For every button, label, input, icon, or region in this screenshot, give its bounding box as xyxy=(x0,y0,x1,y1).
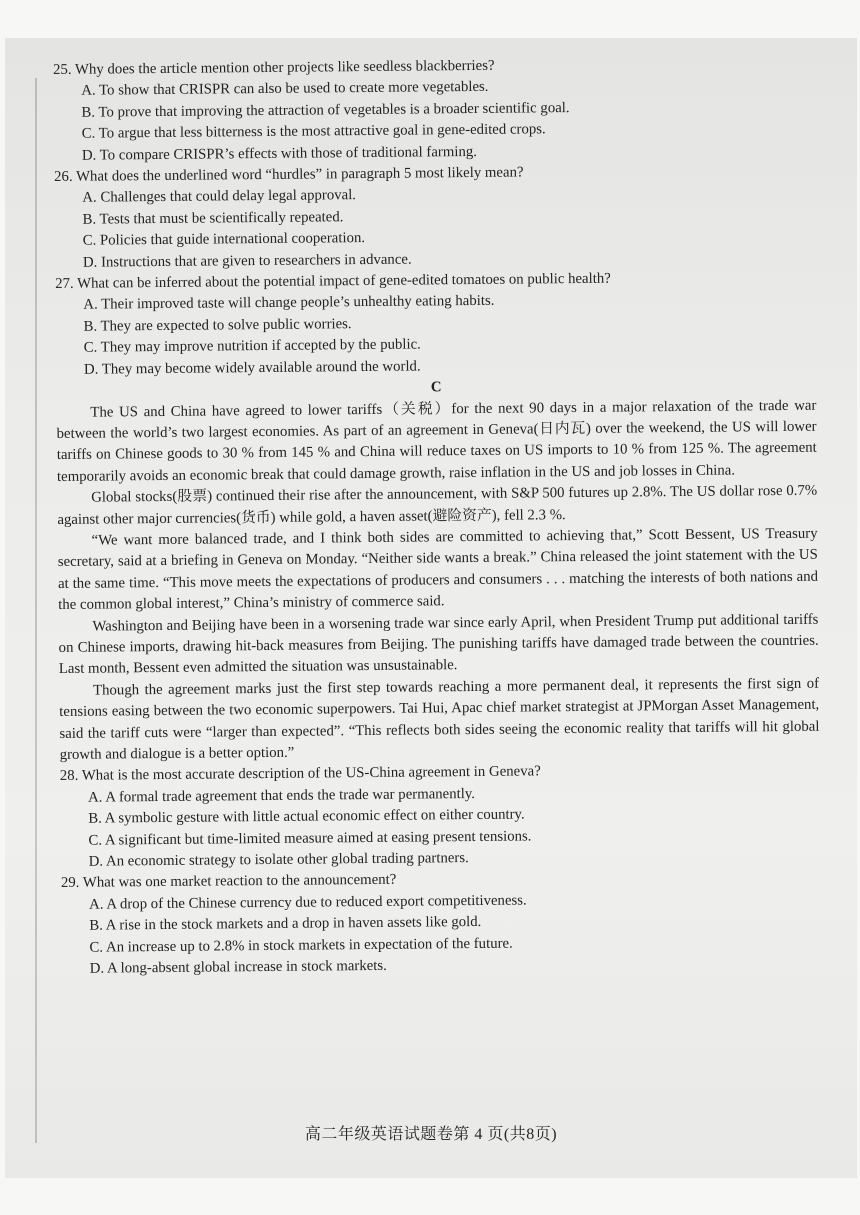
section-label: C xyxy=(430,379,442,396)
option-c: C. They may improve nutrition if accepted by the public. xyxy=(83,336,421,356)
question-26 xyxy=(54,160,815,274)
option-c: C. Policies that guide international cooperation. xyxy=(82,230,366,249)
question-stem: 29. What was one market reaction to the announcement? xyxy=(60,872,397,892)
option-c: C. To argue that less bitterness is the most attractive goal in gene-edited crops. xyxy=(81,121,546,142)
passage-c xyxy=(56,395,819,766)
question-29 xyxy=(61,866,822,980)
option-b: B. A symbolic gesture with little actual economic effect on either country. xyxy=(88,806,525,827)
passage-paragraph: Global stocks(股票) continued their rise after the announcement, with S&P 500 futures up 2.8%. The US dollar rose 0.7% against other major currencies(货币) while gold, a haven asset(避险资产), fell 2.3 %. xyxy=(57,482,818,528)
option-d: D. To compare CRISPR’s effects with those of traditional farming. xyxy=(81,143,477,164)
question-28 xyxy=(60,759,821,873)
option-a: A. To show that CRISPR can also be used to create more vegetables. xyxy=(81,79,489,100)
option-d: D. An economic strategy to isolate other global trading partners. xyxy=(88,850,469,870)
option-c: C. A significant but time-limited measure aimed at easing present tensions. xyxy=(88,828,532,849)
option-b: B. Tests that must be scientifically repeated. xyxy=(82,209,344,228)
option-b: B. A rise in the stock markets and a drop in haven assets like gold. xyxy=(89,914,482,934)
option-a: A. Their improved taste will change people’s unhealthy eating habits. xyxy=(83,293,495,314)
option-d: D. They may become widely available around the world. xyxy=(83,358,421,378)
passage-paragraph: “We want more balanced trade, and I think both sides are committed to achieving that,” Scott Bessent, US Treasury secretary, said at a briefing in Geneva on Monday. “Neither side wants a break.” China released the joint statement with the US at the same time. “This move meets the expectations of producers and consumers . . . matching the interests of both nations and the common global interest,” China’s ministry of commerce said. xyxy=(57,525,819,614)
option-a: A. A formal trade agreement that ends the trade war permanently. xyxy=(88,785,476,806)
option-b: B. To prove that improving the attraction of vegetables is a broader scientific goal. xyxy=(81,99,570,121)
option-b: B. They are expected to solve public worries. xyxy=(83,316,352,335)
question-stem: 27. What can be inferred about the potential impact of gene-edited tomatoes on public health? xyxy=(55,270,611,293)
exam-page-text xyxy=(53,53,822,981)
page-footer: 高二年级英语试题卷第 4 页(共8页) xyxy=(304,1126,558,1143)
question-stem: 25. Why does the article mention other projects like seedless blackberries? xyxy=(53,57,495,78)
option-a: A. A drop of the Chinese currency due to reduced export competitiveness. xyxy=(89,892,527,913)
passage-paragraph: Though the agreement marks just the first step towards reaching a more permanent deal, it represents the first sign of tensions easing between the two economic superpowers. Tai Hui, Apac chief market strategist at JPMorgan Asset Management, said the tariff cuts were “larger than expected”. “This reflects both sides seeing the economic reality that tariffs will hit global growth and dialogue is a better option.” xyxy=(59,675,820,763)
option-d: D. A long-absent global increase in stock markets. xyxy=(89,957,387,977)
passage-paragraph: The US and China have agreed to lower tariffs（关税）for the next 90 days in a major relaxation of the trade war between the world’s two largest economies. As part of an agreement in Geneva(日内瓦) over the weekend, the US will lower tariffs on Chinese goods to 30 % from 145 % and China will reduce taxes on US imports to 10 % from 125 %. The agreement temporarily avoids an economic break that could damage growth, raise inflation in the US and job losses in China. xyxy=(56,397,817,485)
option-a: A. Challenges that could delay legal approval. xyxy=(82,187,357,207)
passage-paragraph: Washington and Beijing have been in a worsening trade war since early April, when President Trump put additional tariffs on Chinese imports, drawing hit-back measures from Beijing. The punishing tariffs have damaged trade between the countries. Last month, Bessent even admitted the situation was unsustainable. xyxy=(58,611,819,678)
question-stem: 28. What is the most accurate description of the US-China agreement in Geneva? xyxy=(59,763,541,785)
question-stem: 26. What does the underlined word “hurdles” in paragraph 5 most likely mean? xyxy=(54,164,524,186)
option-c: C. An increase up to 2.8% in stock markets in expectation of the future. xyxy=(89,935,513,956)
exam-photo xyxy=(5,38,857,1178)
question-27 xyxy=(55,267,816,381)
question-25 xyxy=(53,53,814,167)
page-fold-shadow xyxy=(35,78,37,1143)
option-d: D. Instructions that are given to researchers in advance. xyxy=(82,251,412,271)
